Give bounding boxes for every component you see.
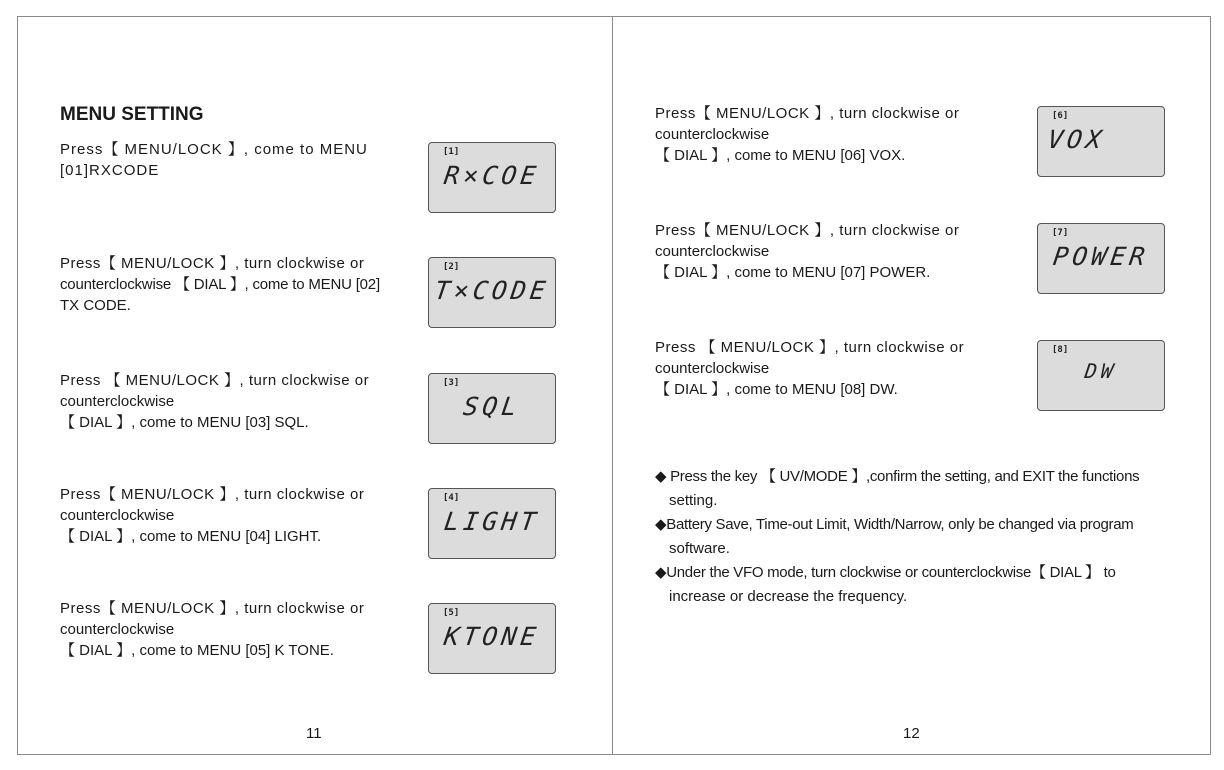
menu-03-instruction bbox=[60, 370, 405, 433]
text-line: counterclockwise bbox=[655, 126, 770, 143]
lcd-segment-text: R×COE bbox=[442, 161, 542, 190]
lcd-segment-text: T×CODE bbox=[432, 276, 552, 305]
text-line: Press【 MENU/LOCK 】, turn clockwise or bbox=[655, 222, 960, 239]
text-line: 【 DIAL 】, come to MENU [03] SQL. bbox=[60, 414, 309, 431]
lcd-menu-number: [1] bbox=[443, 147, 460, 157]
text-line: counterclockwise 【 DIAL 】, come to MENU [02] bbox=[60, 276, 380, 293]
lcd-menu-number: [7] bbox=[1052, 228, 1069, 238]
text-line: 【 DIAL 】, come to MENU [07] POWER. bbox=[655, 264, 931, 281]
text-line: Press【 MENU/LOCK 】, turn clockwise or bbox=[655, 105, 960, 122]
text-line: 【 DIAL 】, come to MENU [08] DW. bbox=[655, 381, 898, 398]
text-line: Press【 MENU/LOCK 】, turn clockwise or bbox=[60, 486, 365, 503]
lcd-menu-number: [4] bbox=[443, 493, 460, 503]
text-line: Press 【 MENU/LOCK 】, turn clockwise or bbox=[655, 339, 965, 356]
note-line: setting. bbox=[669, 492, 718, 509]
text-line: 【 DIAL 】, come to MENU [05] K TONE. bbox=[60, 642, 334, 659]
lcd-display-03 bbox=[428, 373, 556, 444]
text-line: 【 DIAL 】, come to MENU [04] LIGHT. bbox=[60, 528, 322, 545]
text-line: TX CODE. bbox=[60, 297, 131, 314]
text-line: Press【 MENU/LOCK 】, turn clockwise or bbox=[60, 255, 365, 272]
menu-02-instruction bbox=[60, 253, 405, 316]
note-line: ◆Battery Save, Time-out Limit, Width/Narrow, only be changed via program bbox=[655, 516, 1134, 533]
text-line: counterclockwise bbox=[60, 621, 175, 638]
text-line: counterclockwise bbox=[655, 360, 770, 377]
lcd-display-02 bbox=[428, 257, 556, 328]
text-line: counterclockwise bbox=[60, 507, 175, 524]
page-divider bbox=[612, 16, 613, 754]
lcd-segment-text: POWER bbox=[1051, 242, 1151, 271]
lcd-segment-text: LIGHT bbox=[442, 507, 542, 536]
menu-05-instruction bbox=[60, 598, 405, 661]
text-line: Press【 MENU/LOCK 】, turn clockwise or bbox=[60, 600, 365, 617]
text-line: Press 【 MENU/LOCK 】, turn clockwise or bbox=[60, 372, 370, 389]
text-line: Press【 MENU/LOCK 】, come to MENU bbox=[60, 141, 368, 158]
page-number-right: 12 bbox=[903, 725, 920, 742]
lcd-display-01 bbox=[428, 142, 556, 213]
note-line: ◆Under the VFO mode, turn clockwise or counterclockwise【 DIAL 】 to bbox=[655, 564, 1116, 581]
lcd-menu-number: [3] bbox=[443, 378, 460, 388]
text-line: counterclockwise bbox=[60, 393, 175, 410]
menu-01-instruction bbox=[60, 139, 405, 181]
lcd-menu-number: [5] bbox=[443, 608, 460, 618]
lcd-display-04 bbox=[428, 488, 556, 559]
lcd-display-05 bbox=[428, 603, 556, 674]
note-line: increase or decrease the frequency. bbox=[669, 588, 908, 605]
lcd-display-07 bbox=[1037, 223, 1165, 294]
menu-07-instruction bbox=[655, 220, 1000, 283]
note-line: ◆ Press the key 【 UV/MODE 】,confirm the setting, and EXIT the functions bbox=[655, 468, 1140, 485]
notes-list bbox=[655, 465, 1167, 609]
text-line: [01]RXCODE bbox=[60, 162, 160, 179]
menu-06-instruction bbox=[655, 103, 1000, 166]
menu-08-instruction bbox=[655, 337, 1000, 400]
text-line: counterclockwise bbox=[655, 243, 770, 260]
text-line: 【 DIAL 】, come to MENU [06] VOX. bbox=[655, 147, 906, 164]
lcd-menu-number: [6] bbox=[1052, 111, 1069, 121]
lcd-display-06 bbox=[1037, 106, 1165, 177]
lcd-segment-text: SQL bbox=[461, 392, 523, 421]
page-number-left: 11 bbox=[306, 725, 322, 742]
menu-04-instruction bbox=[60, 484, 405, 547]
lcd-menu-number: [2] bbox=[443, 262, 460, 272]
lcd-segment-text: DW bbox=[1083, 359, 1119, 383]
lcd-segment-text: VOX bbox=[1045, 125, 1108, 154]
lcd-segment-text: KTONE bbox=[442, 622, 542, 651]
lcd-menu-number: [8] bbox=[1052, 345, 1069, 355]
lcd-display-08 bbox=[1037, 340, 1165, 411]
section-title: MENU SETTING bbox=[60, 104, 204, 125]
note-line: software. bbox=[669, 540, 730, 557]
